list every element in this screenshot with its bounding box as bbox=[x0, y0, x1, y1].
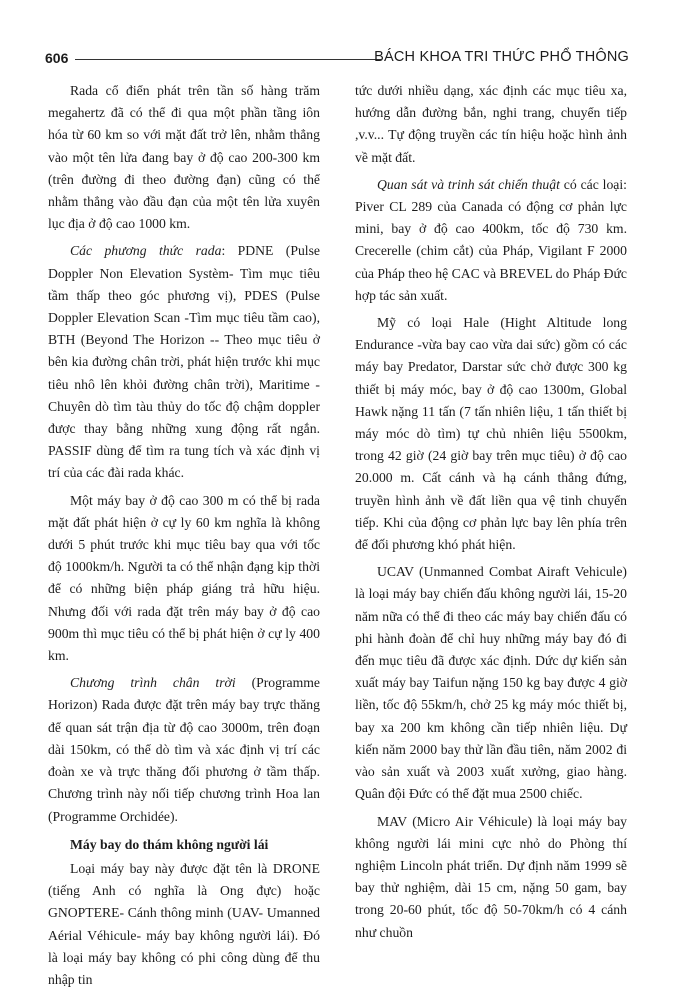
paragraph-text: (Programme Horizon) Rada được đặt trên máy bay trực thăng để quan sát trận địa từ độ cao 3000m, trên đoạn dài 150km, có thể dò tìm và xác định vị trí các đoàn xe và trực thăng đối phương ở tầm thấp. Chương trình này nối tiếp chương trình Hoa lan (Programme Orchidée). bbox=[48, 675, 320, 824]
paragraph: UCAV (Unmanned Combat Airaft Vehicule) là loại máy bay chiến đấu không người lái, 15-20 năm nữa có thể đi theo các máy bay chiến đấu có phi hành đoàn để chỉ huy những máy bay đó đi đến mục tiêu đã được xác định. Dức dự kiến sản xuất máy bay Taifun nặng 150 kg bay được 4 giờ liền, tốc độ 55km/h, chở 25 kg máy móc thiết bị, bay xa 200 km không cần tiếp nhiên liệu. Dự kiến năm 2000 bay thử lần đầu tiên, năm 2002 đi vào sản xuất và 2003 xuất xưởng, giao hàng. Quân đội Đức có thể đặt mua 2500 chiếc. bbox=[355, 564, 627, 802]
page-number: 606 bbox=[45, 50, 69, 66]
paragraph: Rada cổ điển phát trên tần số hàng trăm megahertz đã có thể đi qua một phần tầng iôn hóa từ 60 km so với mặt đất trở lên, nhằm thẳng vào một tên lửa đang bay ở độ cao 200-300 km (trên đường đi theo đường đạn) cũng có thể nhằm thẳng vào đầu đạn của một tên lửa xuyên lục địa ở độ cao 1000 km. bbox=[48, 83, 320, 232]
header-rule bbox=[75, 59, 381, 60]
page-header bbox=[45, 44, 629, 68]
section-heading: Máy bay do thám không người lái bbox=[70, 836, 269, 852]
italic-term: Quan sát và trinh sát chiến thuật bbox=[377, 176, 560, 192]
paragraph bbox=[48, 672, 320, 827]
left-column bbox=[48, 80, 320, 991]
paragraph: tức dưới nhiều dạng, xác định các mục tiêu xa, hướng dẫn đường bắn, nghi trang, chuyển tiếp ,v.v... Tự động truyền các tín hiệu hoặc hình ảnh về mặt đất. bbox=[355, 83, 627, 165]
right-column bbox=[355, 80, 627, 944]
paragraph: Một máy bay ở độ cao 300 m có thể bị rada mặt đất phát hiện ở cự ly 60 km nghĩa là không dưới 5 phút trước khi mục tiêu bay qua với tốc độ 1000km/h. Người ta có thể nhận đạng kịp thời để có những biện pháp giáng trả hữu hiệu. Nhưng đối với rada đặt trên máy bay ở độ cao 900m thì mục tiêu có thể bị phát hiện ở cự ly 400 km. bbox=[48, 492, 320, 664]
paragraph: MAV (Micro Air Véhicule) là loại máy bay không người lái mini cực nhỏ do Phòng thí nghiệm Lincoln phát triển. Dự định năm 1999 sẽ bay thử nghiệm, dài 15 cm, nặng 50 gam, bay trong 20-60 phút, tốc độ 50-70km/h có 4 cánh như chuồn bbox=[355, 813, 627, 940]
paragraph-text: : PDNE (Pulse Doppler Non Elevation Systèm- Tìm mục tiêu tầm thấp theo góc phương vị), PDES (Pulse Doppler Elevation Scan -Tìm mục tiêu tầm cao), BTH (Beyond The Horizon -- Theo mục tiêu ở bên kia đường chân trời, phát hiện trước khi mục tiêu nhô lên khỏi đường chân trời), Maritime - Chuyên dò tìm tàu thủy do tốc độ chậm doppler được thay bằng những xung động rất ngắn. PASSIF dùng để tìm ra tung tích và xác định vị trí của các đài rada khác. bbox=[48, 243, 320, 481]
running-title: BÁCH KHOA TRI THỨC PHỔ THÔNG bbox=[374, 49, 629, 65]
paragraph-text: có các loại: Piver CL 289 của Canada có động cơ phản lực mini, bay ở độ cao 400km, tốc độ 730 km. Crecerelle (chim cắt) của Pháp, Vigilant F 2000 của Pháp theo hệ CAC và BREVEL do Pháp Đức hợp tác sản xuất. bbox=[355, 176, 627, 303]
paragraph: Loại máy bay này được đặt tên là DRONE (tiếng Anh có nghĩa là Ong đực) hoặc GNOPTERE- Cánh thông minh (UAV- Umanned Aérial Véhicule- máy bay không người lái). Đó là loại máy bay không có phi công dùng để thu nhập tin bbox=[48, 860, 320, 987]
paragraph bbox=[355, 174, 627, 307]
paragraph: Mỹ có loại Hale (Hight Altitude long Endurance -vừa bay cao vừa dai sức) gồm có các máy bay Predator, Darstar sức chở được 300 kg thiết bị máy móc, bay ở độ cao 1300m, Global Hawk nặng 11 tấn (7 tấn nhiên liệu, 1 tấn thiết bị máy móc dò tìm) tự chủ nhiên liệu 5500km, trong 42 giờ (24 giờ bay trên mục tiêu) ở độ cao 20.000 m. Cất cánh và hạ cánh thẳng đứng, truyền hình ảnh về đất liền qua vệ tinh chuyển tiếp. Khi của động cơ phản lực bay lên phía trên để đối phương khó phát hiện. bbox=[355, 315, 627, 553]
italic-term: Các phương thức rada bbox=[70, 243, 222, 259]
paragraph bbox=[48, 240, 320, 484]
italic-term: Chương trình chân trời bbox=[70, 675, 236, 691]
